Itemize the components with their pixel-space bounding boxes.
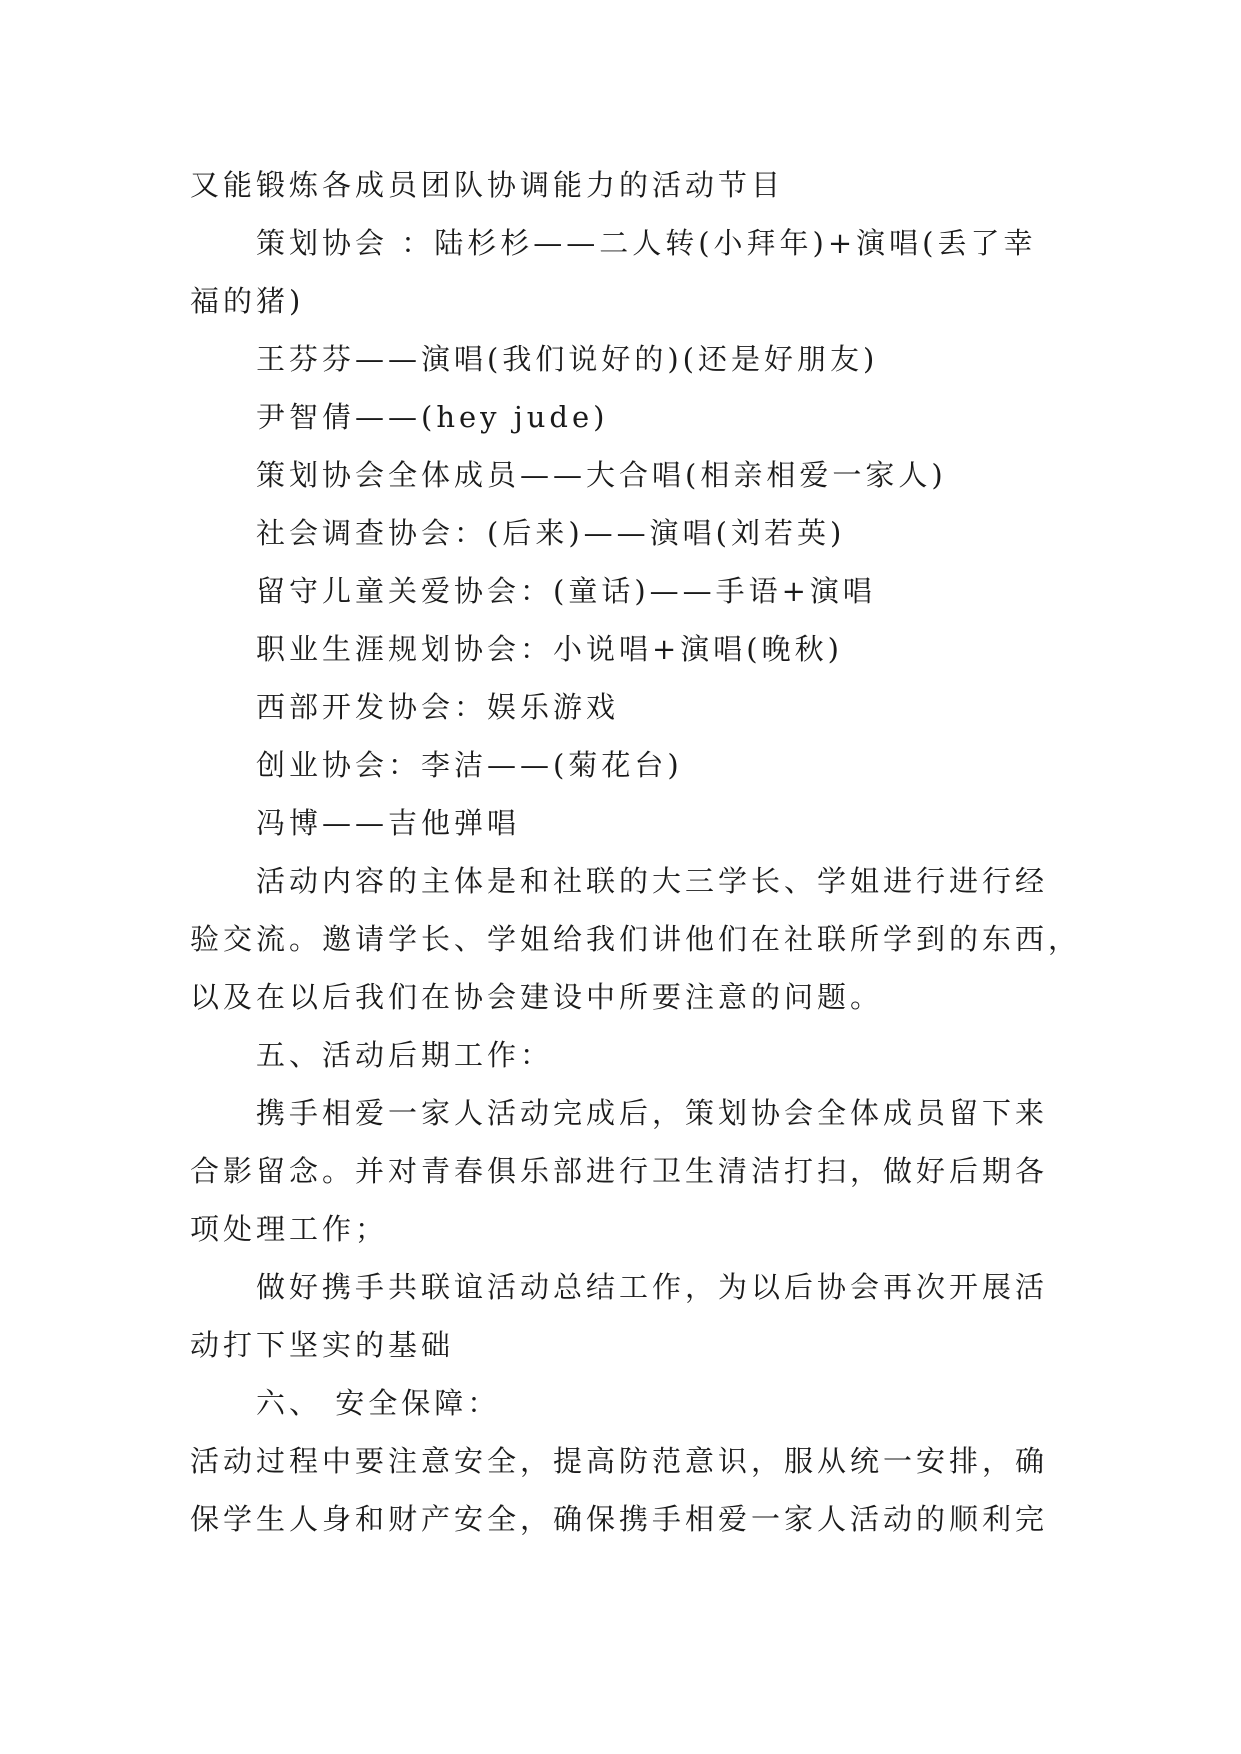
text-line-2: 策划协会 ：陆杉杉——二人转(小拜年)+演唱(丢了幸 <box>256 226 1037 260</box>
text-line-23: 活动过程中要注意安全，提高防范意识，服从统一安排，确 <box>190 1444 1049 1478</box>
text-line-5: 尹智倩——(hey jude) <box>256 400 609 434</box>
text-line-24: 保学生人身和财产安全，确保携手相爱一家人活动的顺利完 <box>190 1502 1049 1536</box>
text-line-6: 策划协会全体成员——大合唱(相亲相爱一家人) <box>256 458 947 492</box>
text-line-12: 冯博——吉他弹唱 <box>256 806 521 840</box>
section-heading-5: 五、活动后期工作： <box>256 1038 554 1072</box>
text-line-14: 验交流。邀请学长、学姐给我们讲他们在社联所学到的东西， <box>190 922 1082 956</box>
text-line-11: 创业协会：李洁——(菊花台) <box>256 748 683 782</box>
document-body <box>190 156 1082 1548</box>
text-line-10: 西部开发协会：娱乐游戏 <box>256 690 620 724</box>
text-line-7: 社会调查协会：(后来)——演唱(刘若英) <box>256 516 846 550</box>
text-line-13: 活动内容的主体是和社联的大三学长、学姐进行进行经 <box>256 864 1049 898</box>
text-line-17: 携手相爱一家人活动完成后，策划协会全体成员留下来 <box>256 1096 1049 1130</box>
text-line-4: 王芬芬——演唱(我们说好的)(还是好朋友) <box>256 342 879 376</box>
text-line-9: 职业生涯规划协会：小说唱+演唱(晚秋) <box>256 632 843 666</box>
section-heading-6: 六、 安全保障： <box>256 1386 501 1420</box>
text-line-20: 做好携手共联谊活动总结工作，为以后协会再次开展活 <box>256 1270 1049 1304</box>
text-line-15: 以及在以后我们在协会建设中所要注意的问题。 <box>190 980 884 1014</box>
text-line-3: 福的猪) <box>190 284 305 318</box>
text-line-1: 又能锻炼各成员团队协调能力的活动节目 <box>190 168 785 202</box>
text-line-8: 留守儿童关爱协会：(童话)——手语+演唱 <box>256 574 876 608</box>
text-line-21: 动打下坚实的基础 <box>190 1328 455 1362</box>
text-line-18: 合影留念。并对青春俱乐部进行卫生清洁打扫，做好后期各 <box>190 1154 1049 1188</box>
text-line-19: 项处理工作； <box>190 1212 389 1246</box>
